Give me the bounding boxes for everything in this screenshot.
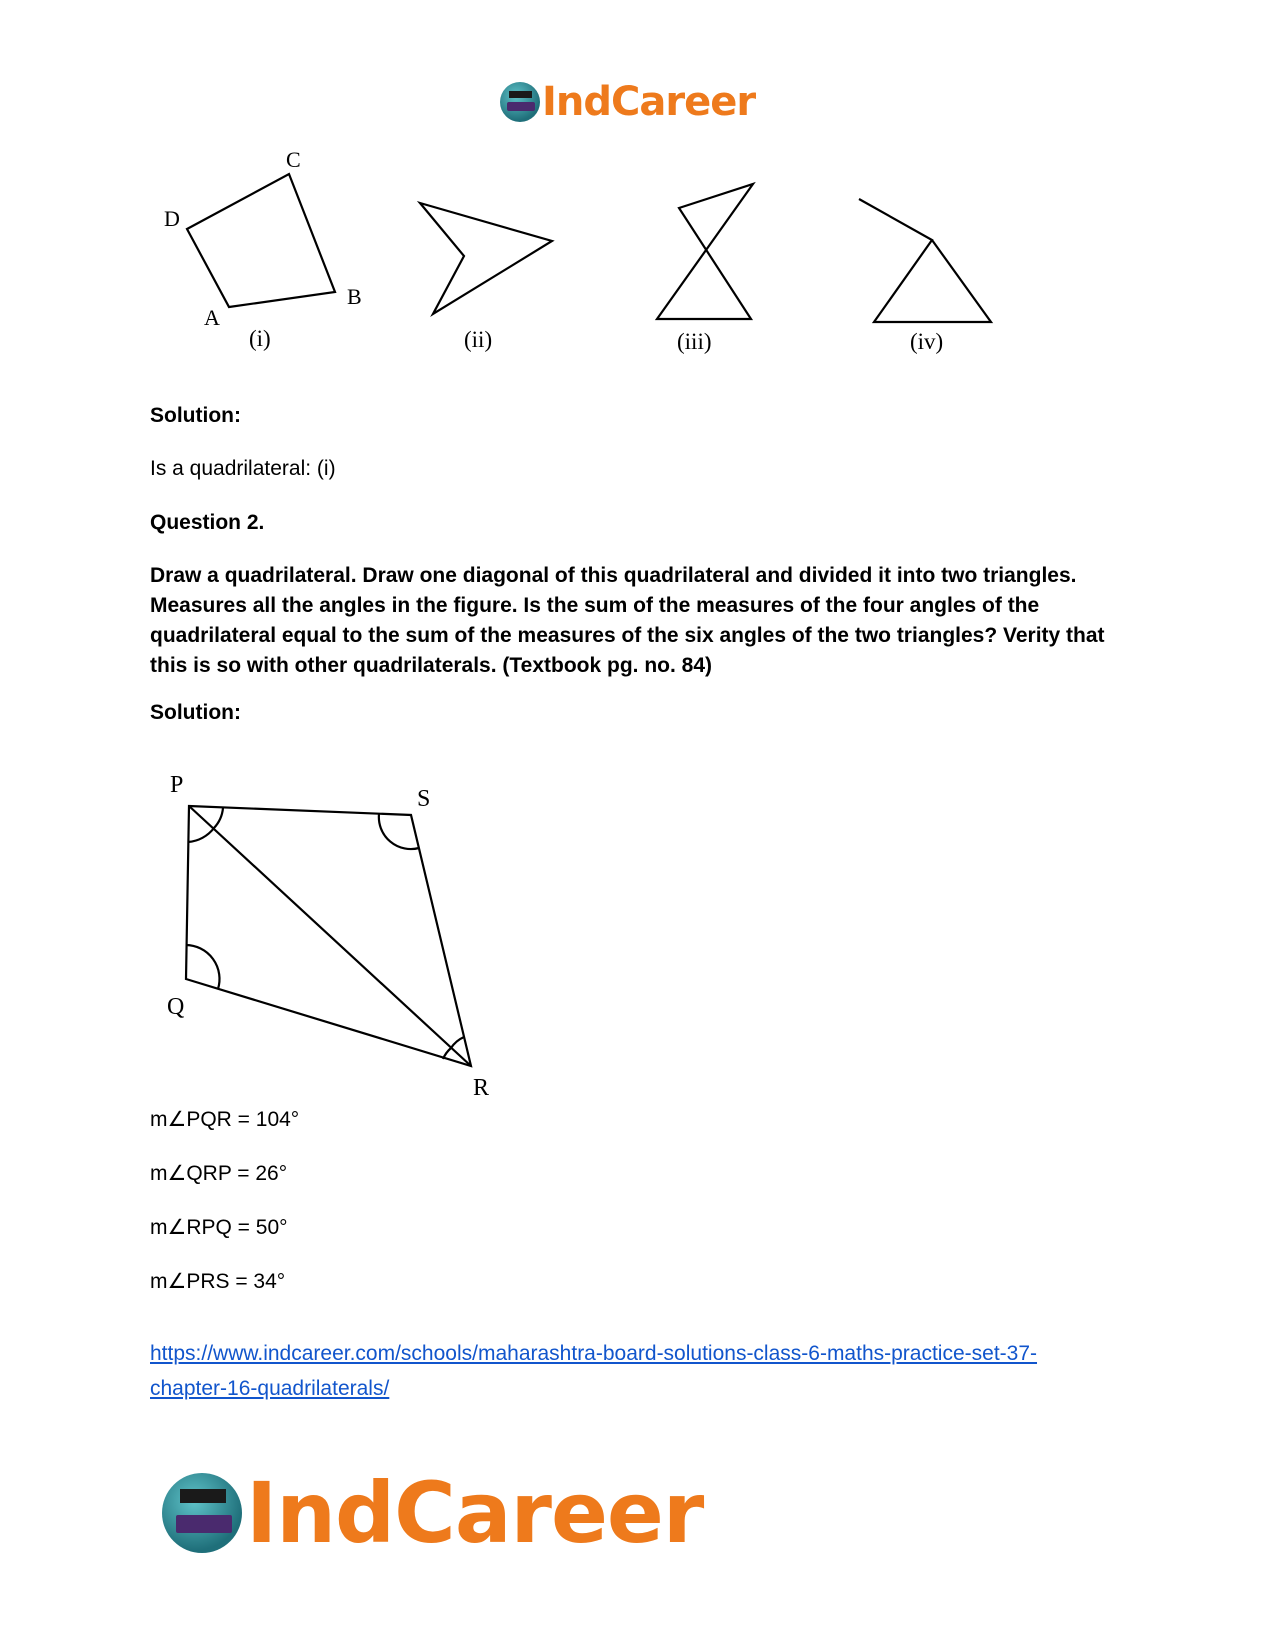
- graduation-cap-books-globe-icon: [500, 82, 540, 122]
- footer-logo: [162, 1464, 704, 1562]
- source-link[interactable]: [150, 1336, 1150, 1406]
- solution-1-answer: Is a quadrilateral: (i): [150, 457, 336, 480]
- graduation-cap-books-globe-icon: [162, 1473, 242, 1553]
- solution-2-heading: Solution:: [150, 701, 241, 724]
- vertex-label-q: Q: [167, 994, 185, 1020]
- angle-pqr: m∠PQR = 104°: [150, 1108, 300, 1131]
- shape-i-quadrilateral: [187, 174, 335, 307]
- angle-arc-p1: [214, 808, 223, 828]
- figure-shapes: [150, 150, 1050, 370]
- solution-1-heading: Solution:: [150, 404, 241, 427]
- angle-prs: m∠PRS = 34°: [150, 1270, 286, 1293]
- angle-arc-p2: [188, 828, 214, 842]
- caption-iii: (iii): [677, 329, 712, 354]
- vertex-label-a: A: [204, 305, 220, 330]
- shape-ii-concave: [420, 203, 552, 314]
- diagonal-pr: [189, 806, 471, 1066]
- vertex-label-s: S: [417, 786, 431, 812]
- angle-rpq: m∠RPQ = 50°: [150, 1216, 288, 1239]
- angle-qrp: m∠QRP = 26°: [150, 1162, 288, 1185]
- vertex-label-p: P: [170, 772, 184, 798]
- source-link-line-1[interactable]: https://www.indcareer.com/schools/maharashtra-board-solutions-class-6-maths-practice-set-37-: [150, 1342, 1038, 1365]
- question-2-text: Draw a quadrilateral. Draw one diagonal of this quadrilateral and divided it into two triangles. Measures all the angles in the figure. Is the sum of the measures of the four angles of the quadrilateral equal to the sum of the measures of the six angles of the two triangles? Verity that this is so with other quadrilaterals. (Textbook pg. no. 84): [150, 564, 1105, 677]
- vertex-label-r: R: [473, 1075, 490, 1100]
- angle-arc-r1: [443, 1048, 451, 1059]
- source-link-line-2[interactable]: chapter-16-quadrilaterals/: [150, 1377, 390, 1400]
- vertex-label-c: C: [286, 150, 301, 172]
- question-2-heading: Question 2.: [150, 511, 265, 534]
- caption-ii: (ii): [464, 327, 493, 352]
- figure-quadrilateral-pqrs: [150, 760, 510, 1100]
- angle-arc-r2: [451, 1037, 464, 1048]
- logo-wordmark: IndCareer: [542, 79, 756, 125]
- vertex-label-d: D: [164, 206, 180, 231]
- logo-wordmark: IndCareer: [246, 1464, 704, 1562]
- vertex-label-b: B: [347, 284, 362, 309]
- caption-iv: (iv): [910, 329, 944, 354]
- shape-iv-open: [859, 199, 991, 322]
- shape-iii-bowtie: [657, 184, 753, 319]
- caption-i: (i): [249, 326, 271, 351]
- angle-arc-q: [186, 945, 220, 989]
- header-logo: [500, 80, 755, 124]
